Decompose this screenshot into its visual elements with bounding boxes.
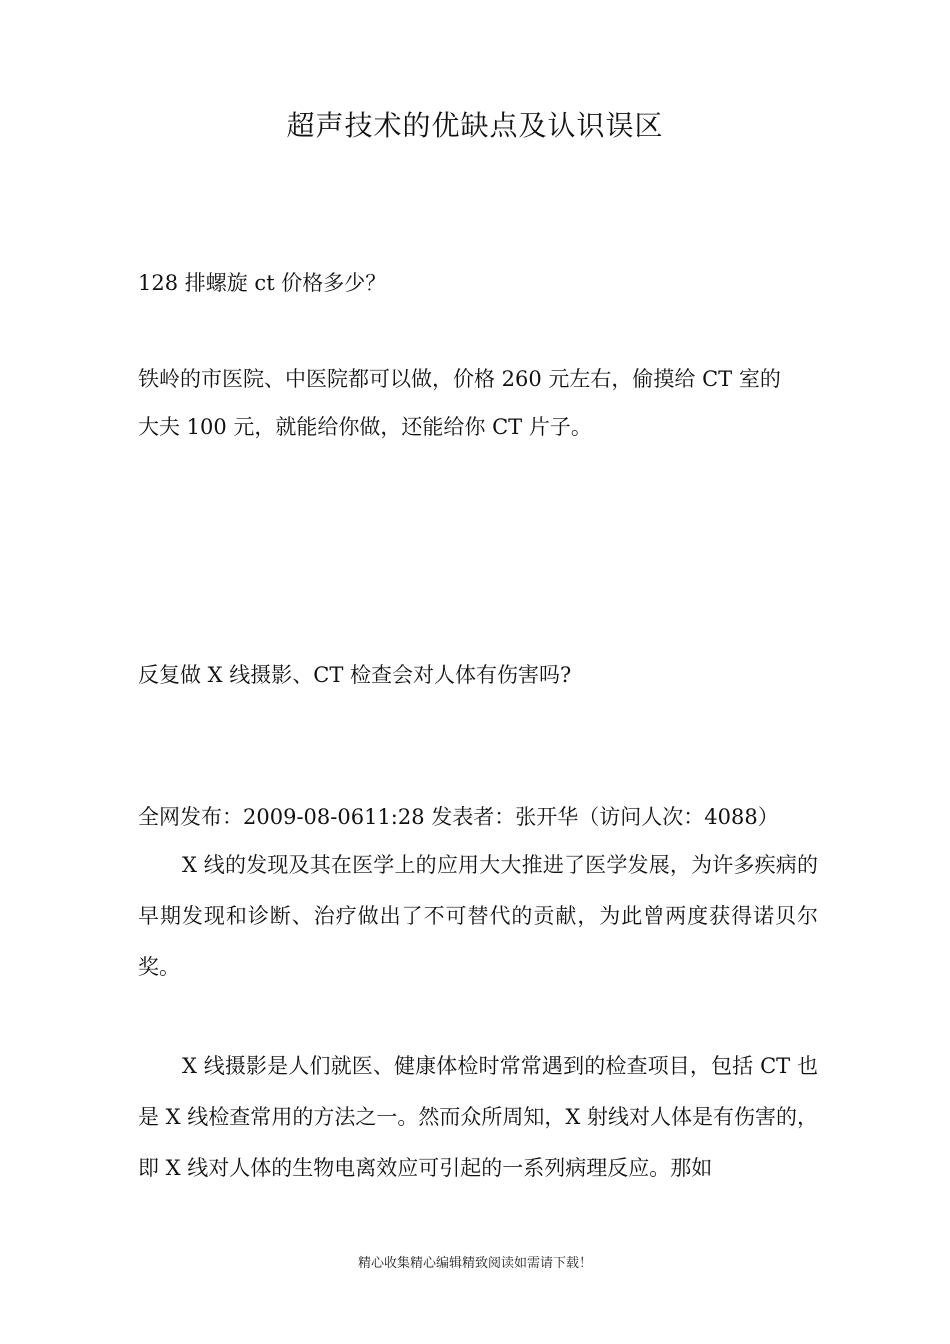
answer-line-1: 铁岭的市医院、中医院都可以做，价格 260 元左右，偷摸给 CT 室的 <box>138 367 781 391</box>
page-title: 超声技术的优缺点及认识误区 <box>286 109 664 142</box>
question-price: 128 排螺旋 ct 价格多少？ <box>138 271 387 295</box>
page-footer: 精心收集精心编辑精致阅读如需请下载！ <box>357 1256 592 1271</box>
paragraph-xray-exam <box>138 1041 818 1194</box>
question-radiation: 反复做 X 线摄影、CT 检查会对人体有伤害吗? <box>138 663 572 687</box>
paragraph-xray-exam-text: X 线摄影是人们就医、健康体检时常常遇到的检查项目，包括 CT 也是 X 线检查常用的方法之一。然而众所周知，X 射线对人体是有伤害的，即 X 线对人体的生物电离效应可引起的一系列病理反应。那如 <box>138 1054 818 1180</box>
paragraph-xray-history <box>138 840 818 993</box>
paragraph-xray-history-text: X 线的发现及其在医学上的应用大大推进了医学发展，为许多疾病的早期发现和诊断、治疗做出了不可替代的贡献，为此曾两度获得诺贝尔奖。 <box>138 853 818 979</box>
answer-line-2: 大夫 100 元，就能给你做，还能给你 CT 片子。 <box>138 415 592 439</box>
publish-info: 全网发布：2009-08-0611:28 发表者：张开华（访问人次：4088） <box>138 805 779 829</box>
